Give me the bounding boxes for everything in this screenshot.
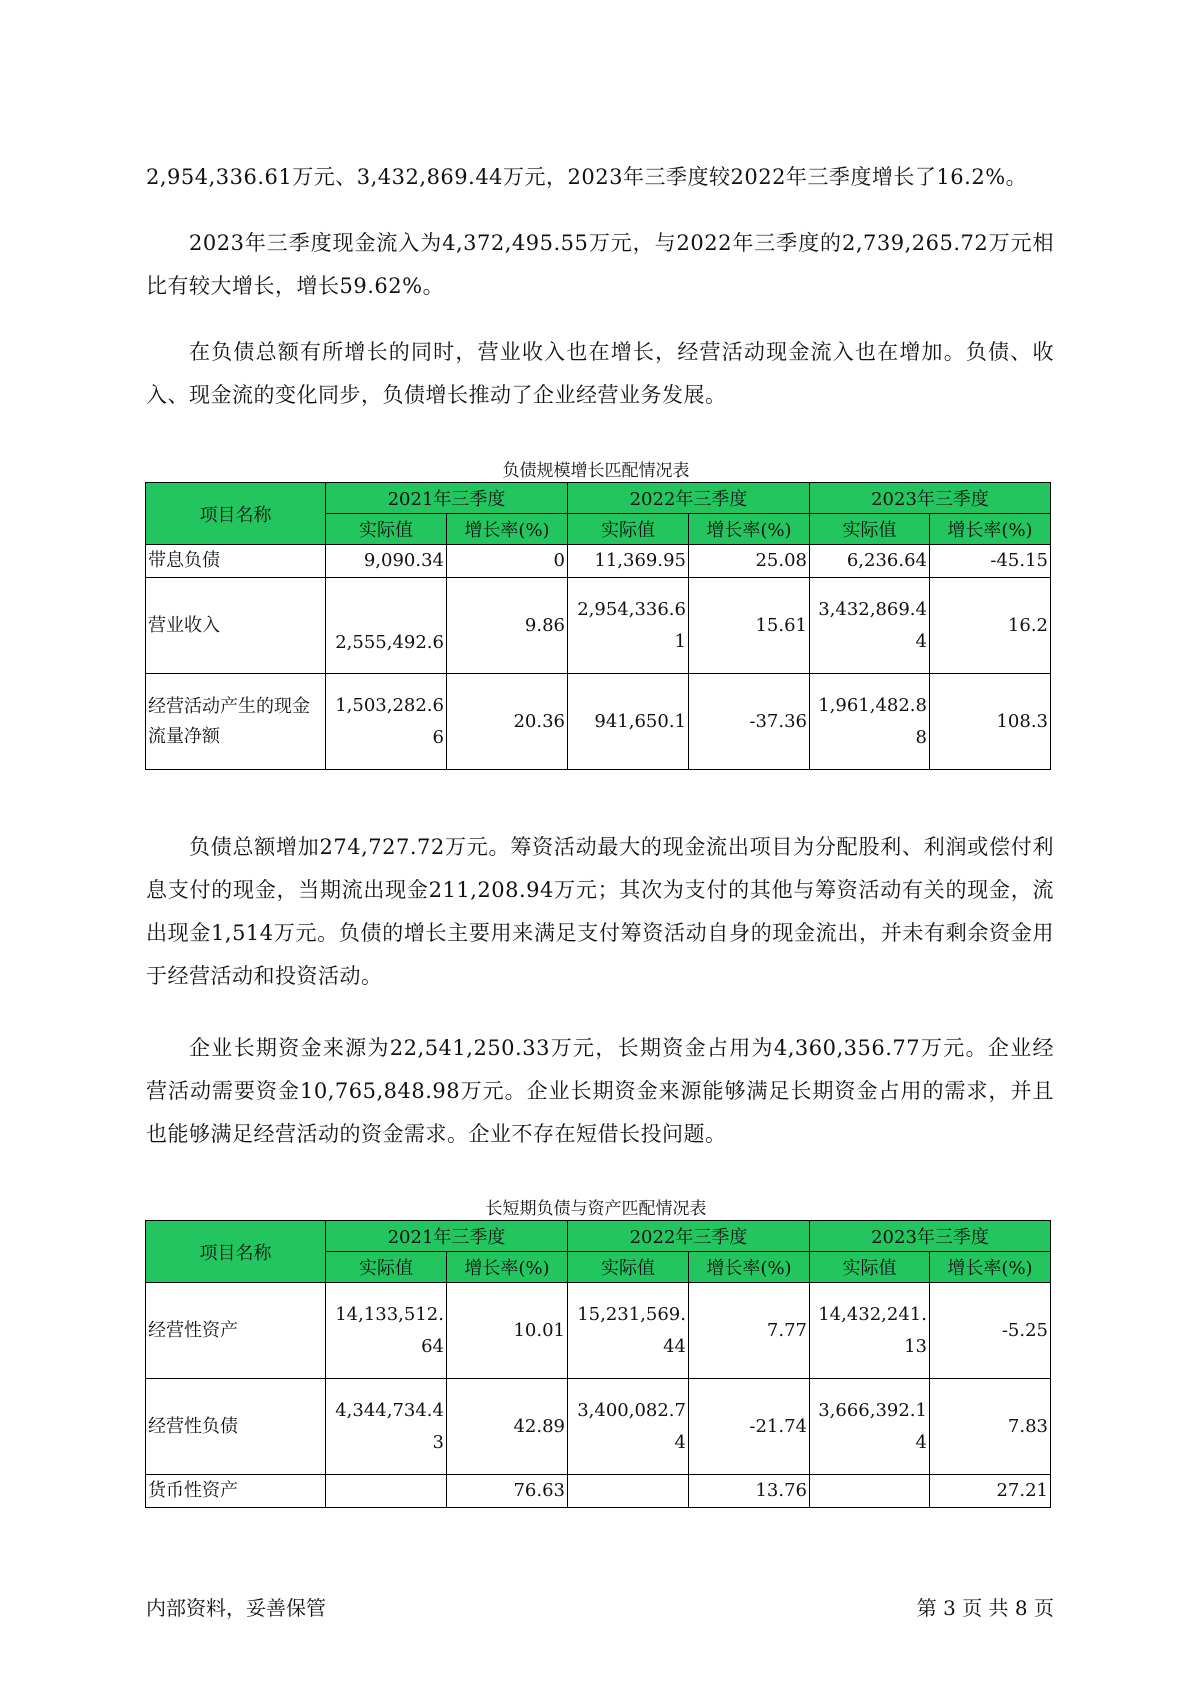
debt-scale-table [145, 482, 1051, 770]
cell-value: 27.21 [930, 1475, 1051, 1508]
header-growth: 增长率(%) [689, 514, 810, 545]
cell-value: -37.36 [689, 674, 810, 770]
table-row [146, 578, 1051, 674]
cell-value: 15,231,569.44 [568, 1283, 689, 1379]
row-name: 带息负债 [146, 545, 326, 578]
header-actual: 实际值 [810, 1252, 930, 1283]
header-actual: 实际值 [326, 1252, 447, 1283]
cell-value: 15.61 [689, 578, 810, 674]
cell-value: 9.86 [447, 578, 568, 674]
cell-value: -5.25 [930, 1283, 1051, 1379]
cell-value: 3,432,869.44 [810, 578, 930, 674]
header-actual: 实际值 [810, 514, 930, 545]
paragraph-2: 2023年三季度现金流入为4,372,495.55万元，与2022年三季度的2,739,265.72万元相比有较大增长，增长59.62%。 [146, 231, 1054, 298]
cell-value: 1,961,482.88 [810, 674, 930, 770]
paragraph-4: 负债总额增加274,727.72万元。筹资活动最大的现金流出项目为分配股利、利润或偿付利息支付的现金，当期流出现金211,208.94万元；其次为支付的其他与筹资活动有关的现金，流出现金1,514万元。负债的增长主要用来满足支付筹资活动自身的现金流出，并未有剩余资金用于经营活动和投资活动。 [146, 835, 1054, 988]
paragraph-3: 在负债总额有所增长的同时，营业收入也在增长，经营活动现金流入也在增加。负债、收入、现金流的变化同步，负债增长推动了企业经营业务发展。 [146, 340, 1054, 407]
cell-value: 11,369.95 [568, 545, 689, 578]
cell-value: 6,236.64 [810, 545, 930, 578]
header-growth: 增长率(%) [930, 1252, 1051, 1283]
cell-value: 25.08 [689, 545, 810, 578]
header-growth: 增长率(%) [930, 514, 1051, 545]
header-period-2023: 2023年三季度 [810, 1221, 1051, 1252]
header-growth: 增长率(%) [447, 1252, 568, 1283]
debt-asset-match-table [145, 1220, 1051, 1508]
header-period-2021: 2021年三季度 [326, 483, 568, 514]
table-header-row [146, 483, 1051, 514]
cell-value: 3,400,082.74 [568, 1379, 689, 1475]
header-period-2022: 2022年三季度 [568, 483, 810, 514]
cell-value: 1,503,282.66 [326, 674, 447, 770]
header-actual: 实际值 [326, 514, 447, 545]
header-actual: 实际值 [568, 1252, 689, 1283]
cell-value: 20.36 [447, 674, 568, 770]
cell-value: 10.01 [447, 1283, 568, 1379]
header-period-2023: 2023年三季度 [810, 483, 1051, 514]
cell-value: 14,133,512.64 [326, 1283, 447, 1379]
table1-caption: 负债规模增长匹配情况表 [502, 461, 690, 481]
row-name: 经营性资产 [146, 1283, 326, 1379]
cell-value: 941,650.1 [568, 674, 689, 770]
header-growth: 增长率(%) [447, 514, 568, 545]
table2-caption: 长短期负债与资产匹配情况表 [485, 1199, 707, 1219]
cell-value: 108.3 [930, 674, 1051, 770]
cell-value: 13.76 [689, 1475, 810, 1508]
table-row [146, 545, 1051, 578]
cell-value: 9,090.34 [326, 545, 447, 578]
footer-confidential-note: 内部资料，妥善保管 [146, 1596, 326, 1620]
cell-value: 2,954,336.61 [568, 578, 689, 674]
cell-value [326, 1475, 447, 1508]
cell-value: 0 [447, 545, 568, 578]
table-row [146, 1475, 1051, 1508]
cell-value: 2,555,492.6 [326, 578, 447, 674]
cell-value: 4,344,734.43 [326, 1379, 447, 1475]
cell-value: 3,666,392.14 [810, 1379, 930, 1475]
header-period-2022: 2022年三季度 [568, 1221, 810, 1252]
cell-value: 7.77 [689, 1283, 810, 1379]
cell-value: -45.15 [930, 545, 1051, 578]
paragraph-1: 2,954,336.61万元、3,432,869.44万元，2023年三季度较2022年三季度增长了16.2%。 [146, 165, 1028, 189]
header-growth: 增长率(%) [689, 1252, 810, 1283]
row-name: 经营性负债 [146, 1379, 326, 1475]
header-item-name: 项目名称 [146, 1221, 326, 1283]
paragraph-5: 企业长期资金来源为22,541,250.33万元，长期资金占用为4,360,356.77万元。企业经营活动需要资金10,765,848.98万元。企业长期资金来源能够满足长期资金占用的需求，并且也能够满足经营活动的资金需求。企业不存在短借长投问题。 [146, 1036, 1054, 1146]
header-item-name: 项目名称 [146, 483, 326, 545]
footer-page-number: 第 3 页 共 8 页 [916, 1596, 1054, 1620]
cell-value [810, 1475, 930, 1508]
row-name: 经营活动产生的现金流量净额 [146, 674, 326, 770]
table-header-row [146, 1221, 1051, 1252]
cell-value [568, 1475, 689, 1508]
row-name: 货币性资产 [146, 1475, 326, 1508]
header-period-2021: 2021年三季度 [326, 1221, 568, 1252]
row-name: 营业收入 [146, 578, 326, 674]
cell-value: 16.2 [930, 578, 1051, 674]
header-actual: 实际值 [568, 514, 689, 545]
cell-value: -21.74 [689, 1379, 810, 1475]
cell-value: 7.83 [930, 1379, 1051, 1475]
table-row [146, 674, 1051, 770]
table-row [146, 1379, 1051, 1475]
cell-value: 14,432,241.13 [810, 1283, 930, 1379]
table-row [146, 1283, 1051, 1379]
cell-value: 42.89 [447, 1379, 568, 1475]
cell-value: 76.63 [447, 1475, 568, 1508]
